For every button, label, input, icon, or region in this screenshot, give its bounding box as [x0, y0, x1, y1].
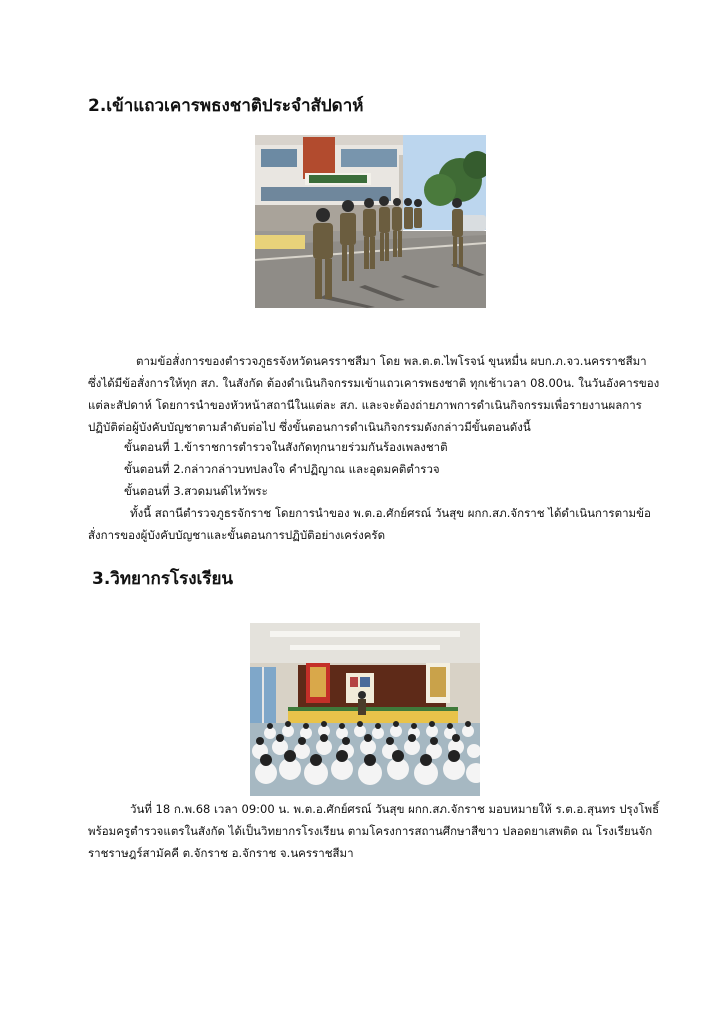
paragraph-line: พร้อมครูตำรวจแตรในสังกัด ได้เป็นวิทยากรโรงเรียน ตามโครงการสถานศึกษาสีขาว ปลอดยาเสพติด ณ โรงเรียนจัก [88, 824, 653, 838]
section-2-paragraph-cont [88, 372, 660, 438]
paragraph-line: ซึ่งได้มีข้อสั่งการให้ทุก สภ. ในสังกัด ต้องดำเนินกิจกรรมเข้าแถวเคารพธงชาติ ทุกเช้าเวลา 08.00น. ในวันอังคารของ [88, 376, 660, 390]
section-2-heading: 2.เข้าแถวเคารพธงชาติประจำสัปดาห์ [88, 96, 364, 116]
paragraph-line: สั่งการของผู้บังคับบัญชาและขั้นตอนการปฏิบัติอย่างเคร่งครัด [88, 528, 386, 542]
section-2-closing-cont [88, 524, 648, 546]
section-3-paragraph [88, 798, 660, 820]
step-item: ขั้นตอนที่ 2.กล่าวกล่าวบทปลงใจ คำปฏิญาณ และอุดมคติตำรวจ [124, 462, 440, 476]
section-2-paragraph [88, 350, 648, 372]
step-item: ขั้นตอนที่ 3.สวดมนต์ไหว้พระ [124, 484, 268, 498]
paragraph-line: ตามข้อสั่งการของตำรวจภูธรจังหวัดนครราชสีมา โดย พล.ต.ต.ไพโรจน์ ขุนหมื่น ผบก.ภ.จว.นครราชสีมา [136, 354, 647, 368]
paragraph-line: ปฏิบัติต่อผู้บังคับบัญชาตามลำดับต่อไป ซึ่งขั้นตอนการดำเนินกิจกรรมดังกล่าวมีขั้นตอนดังนี้ [88, 420, 531, 434]
section-2-closing [88, 502, 651, 524]
paragraph-line: วันที่ 18 ก.พ.68 เวลา 09:00 น. พ.ต.อ.ศักย์ศรณ์ วันสุข ผกก.สภ.จักราช มอบหมายให้ ร.ต.อ.สุนทร ปรุงโพธิ์ [130, 802, 660, 816]
school-assembly-photo [250, 623, 480, 796]
section-2-steps [124, 436, 644, 502]
section-3-heading: 3.วิทยากรโรงเรียน [92, 569, 234, 589]
paragraph-line: ทั้งนี้ สถานีตำรวจภูธรจักราช โดยการนำของ พ.ต.อ.ศักย์ศรณ์ วันสุข ผกก.สภ.จักราช ได้ดำเนินการตามข้อ [130, 506, 651, 520]
section-3-paragraph-cont [88, 820, 653, 864]
step-item: ขั้นตอนที่ 1.ข้าราชการตำรวจในสังกัดทุกนายร่วมกันร้องเพลงชาติ [124, 440, 448, 454]
paragraph-line: แต่ละสัปดาห์ โดยการนำของหัวหน้าสถานีในแต่ละ สภ. และจะต้องถ่ายภาพการดำเนินกิจกรรมเพื่อรายงานผลการ [88, 398, 642, 412]
paragraph-line: ราชราษฎร์สามัคคี ต.จักราช อ.จักราช จ.นครราชสีมา [88, 846, 354, 860]
police-line-up-photo [255, 135, 486, 308]
